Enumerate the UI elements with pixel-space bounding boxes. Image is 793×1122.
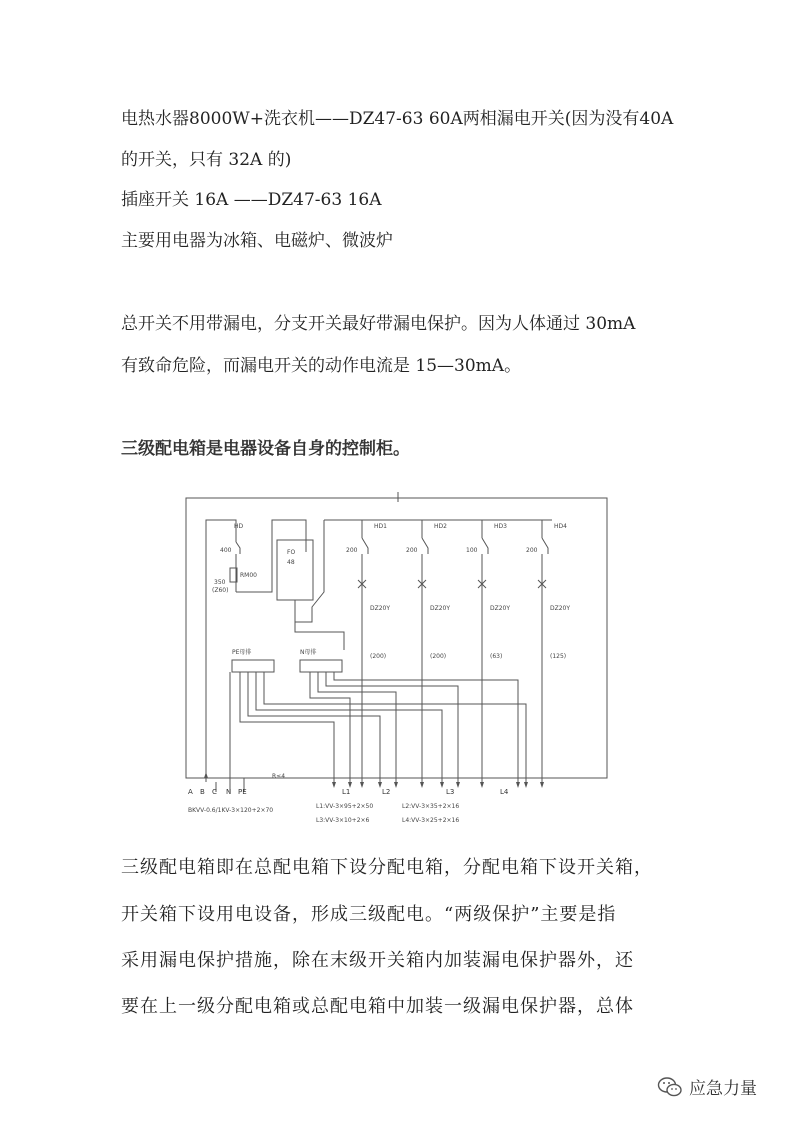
phase-b: B <box>200 788 205 796</box>
branch-3-current: (63) <box>490 653 503 660</box>
main-cable: BKVV-0.6/1KV-3×120+2×70 <box>188 807 274 814</box>
n-bar-label: N母排 <box>300 649 317 656</box>
fuse-sub: (Z60) <box>212 587 229 594</box>
line-water-heater: 电热水器8000W+洗衣机——DZ47-63 60A两相漏电开关(因为没有40A <box>121 109 674 129</box>
phase-pe: PE <box>238 788 247 796</box>
meter-value: 48 <box>287 559 295 566</box>
line-leakage-current: 有致命危险，而漏电开关的动作电流是 15—30mA。 <box>121 356 522 376</box>
phase-n: N <box>226 788 232 796</box>
line-main-appliances: 主要用电器为冰箱、电磁炉、微波炉 <box>121 231 393 251</box>
branch-3-breaker: DZ20Y <box>490 605 511 612</box>
meter-label: FO <box>287 549 296 556</box>
wiring-diagram-svg <box>184 492 610 832</box>
para-three-level-3: 采用漏电保护措施，除在末级开关箱内加装漏电保护器外，还 <box>121 950 634 971</box>
watermark <box>657 1074 757 1099</box>
para-three-level-4: 要在上一级分配电箱或总配电箱中加装一级漏电保护器，总体 <box>121 996 634 1017</box>
section-heading: 三级配电箱是电器设备自身的控制柜。 <box>121 439 410 459</box>
branch-1-breaker: DZ20Y <box>370 605 391 612</box>
branch-3-rating: 100 <box>466 547 478 554</box>
branch-1-current: (200) <box>370 653 387 660</box>
output-l3: L3 <box>446 788 455 796</box>
wiring-diagram <box>184 492 610 832</box>
cable-l2: L2:VV-3×35+2×16 <box>402 803 460 810</box>
para-three-level-2: 开关箱下设用电设备，形成三级配电。“两级保护”主要是指 <box>121 904 617 925</box>
line-leakage-note: 总开关不用带漏电，分支开关最好带漏电保护。因为人体通过 30mA <box>121 314 636 334</box>
main-switch-label: HD <box>234 523 244 530</box>
phase-a: A <box>188 788 193 796</box>
cable-l1: L1:VV-3×95+2×50 <box>316 803 374 810</box>
branch-1-rating: 200 <box>346 547 358 554</box>
line-switch-note: 的开关，只有 32A 的) <box>121 150 292 170</box>
ground-label: R≤4 <box>272 773 286 780</box>
branch-3-name: HD3 <box>494 523 507 530</box>
branch-4-current: (125) <box>550 653 567 660</box>
pe-bar-label: PE母排 <box>232 649 252 656</box>
branch-2-name: HD2 <box>434 523 447 530</box>
branch-2-breaker: DZ20Y <box>430 605 451 612</box>
fuse-label: RM00 <box>240 572 257 579</box>
cable-l3: L3:VV-3×10+2×6 <box>316 817 370 824</box>
cable-l4: L4:VV-3×25+2×16 <box>402 817 460 824</box>
branch-4-rating: 200 <box>526 547 538 554</box>
phase-c: C <box>212 788 217 796</box>
branch-4-name: HD4 <box>554 523 567 530</box>
branch-2-current: (200) <box>430 653 447 660</box>
para-three-level-1: 三级配电箱即在总配电箱下设分配电箱，分配电箱下设开关箱， <box>121 857 653 878</box>
wechat-icon <box>657 1076 683 1098</box>
line-socket-switch: 插座开关 16A ——DZ47-63 16A <box>121 190 382 210</box>
output-l4: L4 <box>500 788 509 796</box>
branch-1-name: HD1 <box>374 523 387 530</box>
output-l1: L1 <box>342 788 351 796</box>
fuse-rating: 350 <box>214 579 226 586</box>
branch-4-breaker: DZ20Y <box>550 605 571 612</box>
output-l2: L2 <box>382 788 391 796</box>
main-rating: 400 <box>220 547 232 554</box>
watermark-text: 应急力量 <box>689 1079 757 1099</box>
pe-busbar <box>232 660 274 672</box>
n-busbar <box>300 660 342 672</box>
branch-2-rating: 200 <box>406 547 418 554</box>
